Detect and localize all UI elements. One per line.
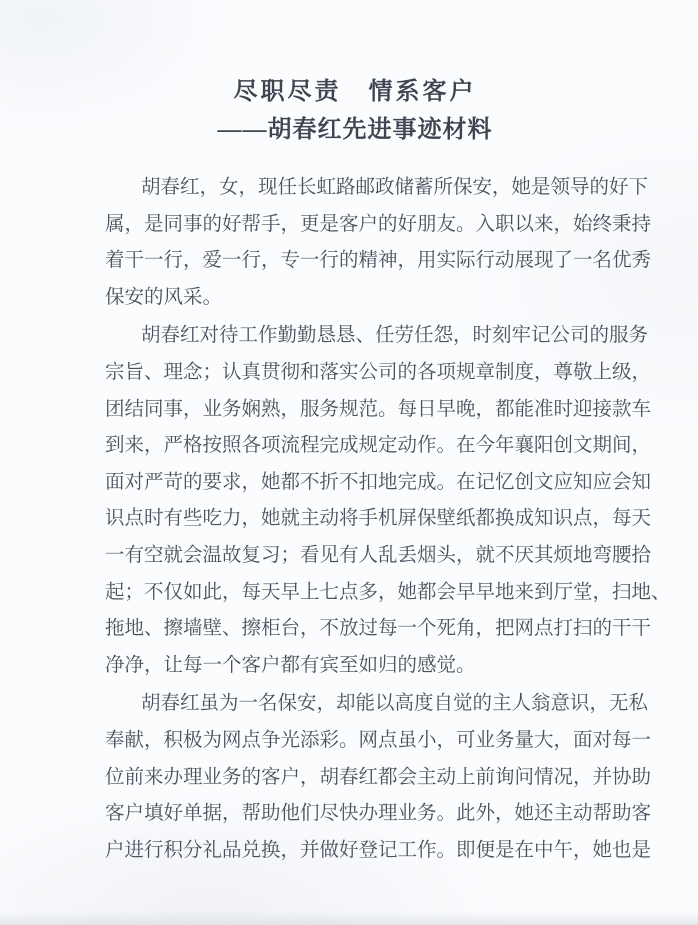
text-line: 净净，让每一个客户都有宾至如归的感觉。: [105, 654, 476, 676]
text-line: 一有空就会温故复习；看见有人乱丢烟头，就不厌其烦地弯腰拾: [105, 544, 652, 566]
paragraph-service: [105, 686, 652, 869]
text-line: 到来，严格按照各项流程完成规定动作。在今年襄阳创文期间，: [105, 435, 652, 457]
paragraph-work-ethic: [105, 318, 671, 684]
document-subtitle: ——胡春红先进事迹材料: [217, 117, 493, 143]
text-line: 识点时有些吃力，她就主动将手机屏保壁纸都换成知识点，每天: [105, 508, 652, 530]
text-line: 起；不仅如此，每天早上七点多，她都会早早地来到厅堂，扫地、: [105, 581, 671, 603]
text-line: 胡春红对待工作勤勤恳恳、任劳任怨，时刻牢记公司的服务: [141, 325, 649, 347]
text-line: 客户填好单据，帮助他们尽快办理业务。此外，她还主动帮助客: [105, 803, 652, 825]
text-line: 位前来办理业务的客户，胡春红都会主动上前询问情况，并协助: [105, 766, 652, 788]
text-line: 户进行积分礼品兑换，并做好登记工作。即便是在中午，她也是: [105, 839, 652, 861]
text-line: 胡春红虽为一名保安，却能以高度自觉的主人翁意识，无私: [141, 693, 649, 715]
document-body: [105, 170, 671, 871]
text-line: 胡春红，女，现任长虹路邮政储蓄所保安，她是领导的好下: [141, 177, 649, 198]
text-line: 拖地、擦墙壁、擦柜台，不放过每一个死角，把网点打扫的干干: [105, 618, 652, 640]
text-line: 属，是同事的好帮手，更是客户的好朋友。入职以来，始终秉持: [105, 213, 652, 235]
text-line: 保安的风采。: [105, 286, 223, 308]
paragraph-intro: [105, 170, 652, 316]
text-line: 奉献，积极为网点争光添彩。网点虽小，可业务量大，面对每一: [105, 729, 652, 751]
text-line: 团结同事，业务娴熟，服务规范。每日早晚，都能准时迎接款车: [105, 398, 652, 420]
text-line: 宗旨、理念；认真贯彻和落实公司的各项规章制度，尊敬上级，: [105, 361, 652, 383]
document-title: 尽职尽责 情系客户: [233, 79, 477, 105]
text-line: 着干一行，爱一行，专一行的精神，用实际行动展现了一名优秀: [105, 250, 652, 272]
text-line: 面对严苛的要求，她都不折不扣地完成。在记忆创文应知应会知: [105, 471, 652, 493]
